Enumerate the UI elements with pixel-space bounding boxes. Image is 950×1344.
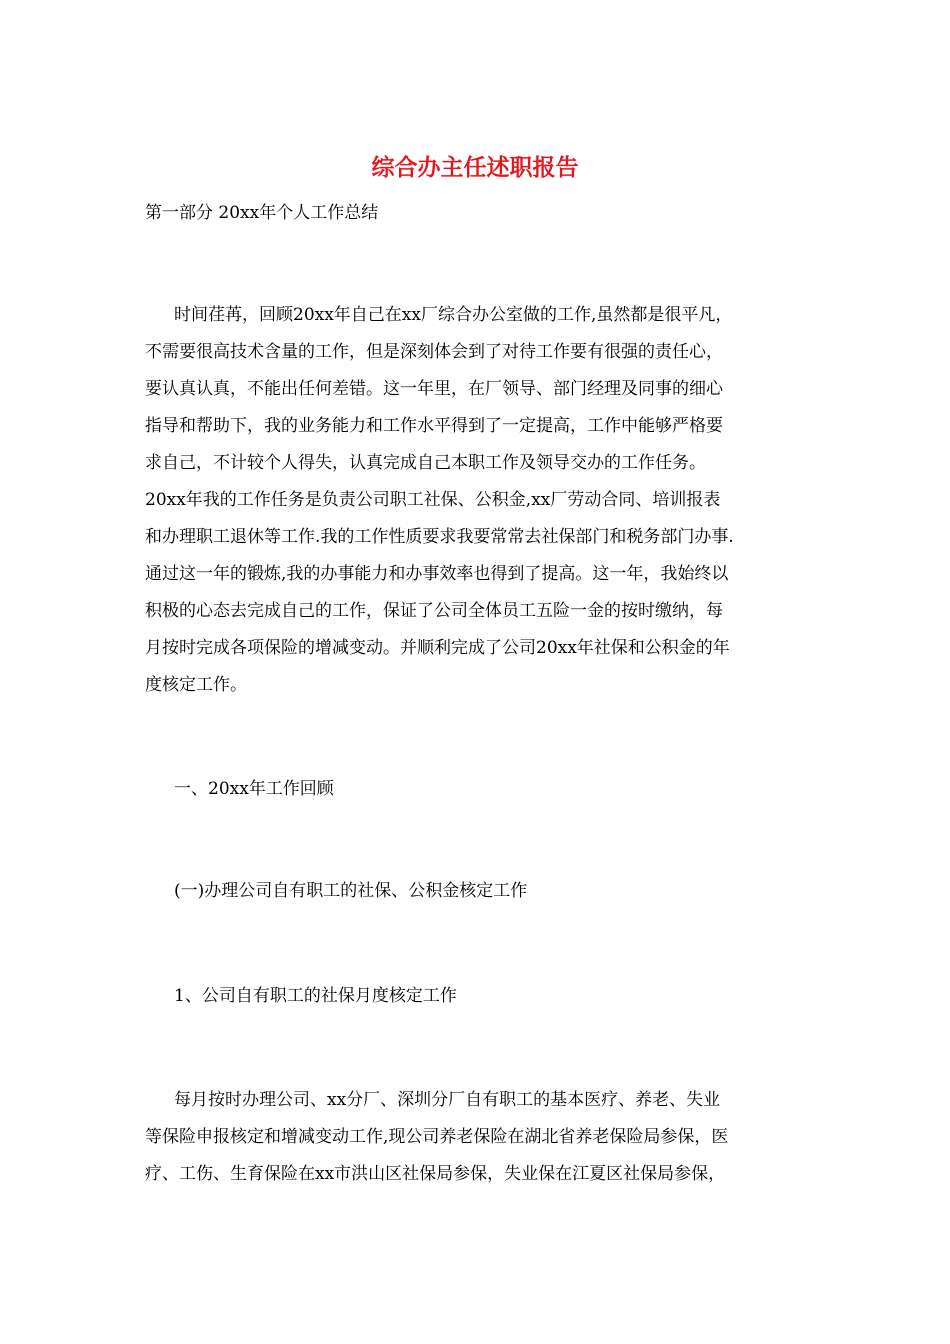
paragraph-line: 疗、工伤、生育保险在xx市洪山区社保局参保，失业保在江夏区社保局参保， <box>145 1164 726 1184</box>
section-heading: 一、20xx年工作回顾 <box>174 779 334 799</box>
paragraph-line: 指导和帮助下，我的业务能力和工作水平得到了一定提高，工作中能够严格要 <box>145 416 723 436</box>
subsection-heading: (一)办理公司自有职工的社保、公积金核定工作 <box>174 881 528 901</box>
part-heading: 第一部分 20xx年个人工作总结 <box>145 203 379 223</box>
item-heading: 1、公司自有职工的社保月度核定工作 <box>174 986 457 1006</box>
paragraph-line: 每月按时办理公司、xx分厂、深圳分厂自有职工的基本医疗、养老、失业 <box>174 1090 721 1110</box>
paragraph-line: 时间荏苒，回顾20xx年自己在xx厂综合办公室做的工作,虽然都是很平凡， <box>174 305 733 325</box>
paragraph-line: 和办理职工退休等工作.我的工作性质要求我要常常去社保部门和税务部门办事. <box>145 527 734 547</box>
document-title: 综合办主任述职报告 <box>371 154 579 181</box>
paragraph-line: 等保险申报核定和增减变动工作,现公司养老保险在湖北省养老保险局参保，医 <box>145 1127 729 1147</box>
paragraph-line: 20xx年我的工作任务是负责公司职工社保、公积金,xx厂劳动合同、培训报表 <box>145 490 721 510</box>
paragraph-line: 要认真认真，不能出任何差错。这一年里，在厂领导、部门经理及同事的细心 <box>145 379 723 399</box>
paragraph-line: 通过这一年的锻炼,我的办事能力和办事效率也得到了提高。这一年，我始终以 <box>145 564 729 584</box>
paragraph-line: 度核定工作。 <box>145 675 247 695</box>
paragraph-line: 积极的心态去完成自己的工作，保证了公司全体员工五险一金的按时缴纳，每 <box>145 601 723 621</box>
paragraph-line: 月按时完成各项保险的增减变动。并顺利完成了公司20xx年社保和公积金的年 <box>145 638 730 658</box>
paragraph-line: 求自己，不计较个人得失，认真完成自己本职工作及领导交办的工作任务。 <box>145 453 706 473</box>
paragraph-line: 不需要很高技术含量的工作，但是深刻体会到了对待工作要有很强的责任心， <box>145 342 723 362</box>
